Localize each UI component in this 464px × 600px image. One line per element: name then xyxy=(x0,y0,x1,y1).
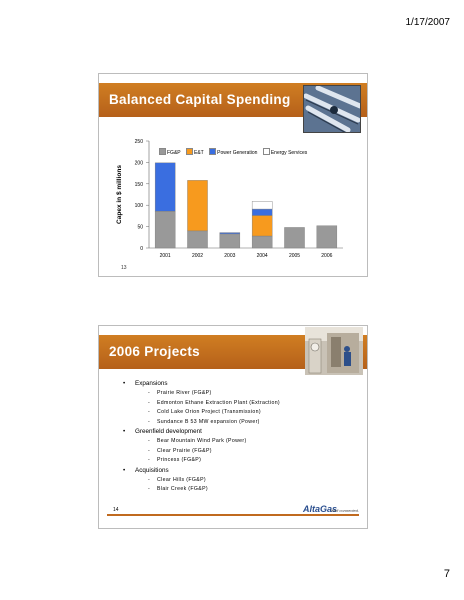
sub-bullet-text: Blair Creek (FG&P) xyxy=(157,486,208,492)
x-tick-label: 2002 xyxy=(191,253,204,259)
sub-bullet-text: Prairie River (FG&P) xyxy=(157,390,212,396)
bullet-acquisitions: • Acquisitions xyxy=(123,466,169,474)
y-tick-label: 150 xyxy=(134,181,143,188)
bar-2005-series-0 xyxy=(284,227,304,248)
bullet-label: Greenfield development xyxy=(135,428,202,435)
bar-2002-series-1 xyxy=(187,180,207,231)
project-bullets xyxy=(123,380,280,496)
sub-bullet: - Bear Mountain Wind Park (Power) xyxy=(148,438,247,444)
sub-bullet: - Clear Hills (FG&P) xyxy=(148,476,206,483)
bullet-label: Expansions xyxy=(135,380,168,387)
slide-14 xyxy=(98,325,368,529)
x-tick-label: 2006 xyxy=(321,253,333,259)
altagas-logo: AltaGas xyxy=(302,504,337,514)
legend-label-fgp: FG&P xyxy=(167,150,181,156)
bullet-expansions: • Expansions xyxy=(123,380,168,387)
bar-2002-series-0 xyxy=(187,231,207,248)
bullet-label: Acquisitions xyxy=(135,466,169,474)
legend-label-power: Power Generation xyxy=(217,150,258,156)
sub-bullet: - Prairie River (FG&P) xyxy=(148,390,212,396)
y-tick-label: 200 xyxy=(134,160,143,167)
slide-number: 14 xyxy=(113,507,119,513)
y-axis-label: Capex in $ millions xyxy=(116,165,123,224)
sub-bullet-text: Clear Hills (FG&P) xyxy=(157,476,206,483)
slide-13 xyxy=(98,73,368,277)
x-tick-label: 2005 xyxy=(288,253,301,259)
sub-bullet-text: Cold Lake Orion Project (Transmission) xyxy=(157,409,261,415)
sub-bullet-text: Sundance B 53 MW expansion (Power) xyxy=(157,418,260,425)
slide-number: 13 xyxy=(121,265,127,271)
page-number: 7 xyxy=(443,568,450,580)
sub-bullet-text: Clear Prairie (FG&P) xyxy=(157,447,212,454)
sub-bullet: - Cold Lake Orion Project (Transmission) xyxy=(148,409,261,415)
sub-bullet-text: Bear Mountain Wind Park (Power) xyxy=(157,438,247,444)
slide-title: Balanced Capital Spending xyxy=(109,92,291,107)
capex-bar-chart xyxy=(99,74,367,276)
footer-divider xyxy=(107,514,359,516)
bar-2006-series-0 xyxy=(317,226,337,248)
print-date: 1/17/2007 xyxy=(405,17,450,28)
sub-bullet: - Clear Prairie (FG&P) xyxy=(148,447,212,454)
bar-2001-series-0 xyxy=(155,211,175,248)
sub-bullet: - Sundance B 53 MW expansion (Power) xyxy=(148,418,260,425)
sub-bullet: - Princess (FG&P) xyxy=(148,457,202,463)
x-tick-label: 2001 xyxy=(159,253,171,259)
bar-2004-series-1 xyxy=(252,215,272,236)
y-tick-label: 250 xyxy=(134,139,143,145)
y-tick-label: 0 xyxy=(140,246,143,252)
bar-2003-series-2 xyxy=(220,233,240,234)
x-tick-label: 2003 xyxy=(224,253,236,259)
title-photo-plant xyxy=(305,327,363,375)
sub-bullet: - Blair Creek (FG&P) xyxy=(148,486,208,492)
sub-bullet-text: Princess (FG&P) xyxy=(157,457,202,463)
sub-bullet-text: Edmonton Ethane Extraction Plant (Extraction) xyxy=(157,399,281,406)
sub-bullet: - Edmonton Ethane Extraction Plant (Extraction) xyxy=(148,399,281,406)
bar-2001-series-2 xyxy=(155,163,175,211)
x-tick-label: 2004 xyxy=(256,253,268,259)
legend-label-et: E&T xyxy=(194,150,204,156)
altagas-tagline: Well connected. xyxy=(330,508,359,513)
y-tick-label: 100 xyxy=(134,203,143,210)
slide-title: 2006 Projects xyxy=(109,344,200,359)
bar-2004-series-2 xyxy=(252,209,272,215)
bar-2003-series-0 xyxy=(220,234,240,248)
legend-label-energy: Energy Services xyxy=(270,150,308,156)
y-tick-label: 50 xyxy=(137,224,143,231)
bullet-greenfield: • Greenfield development xyxy=(123,428,202,435)
bar-2004-series-3 xyxy=(252,201,272,209)
bar-2004-series-0 xyxy=(252,236,272,248)
